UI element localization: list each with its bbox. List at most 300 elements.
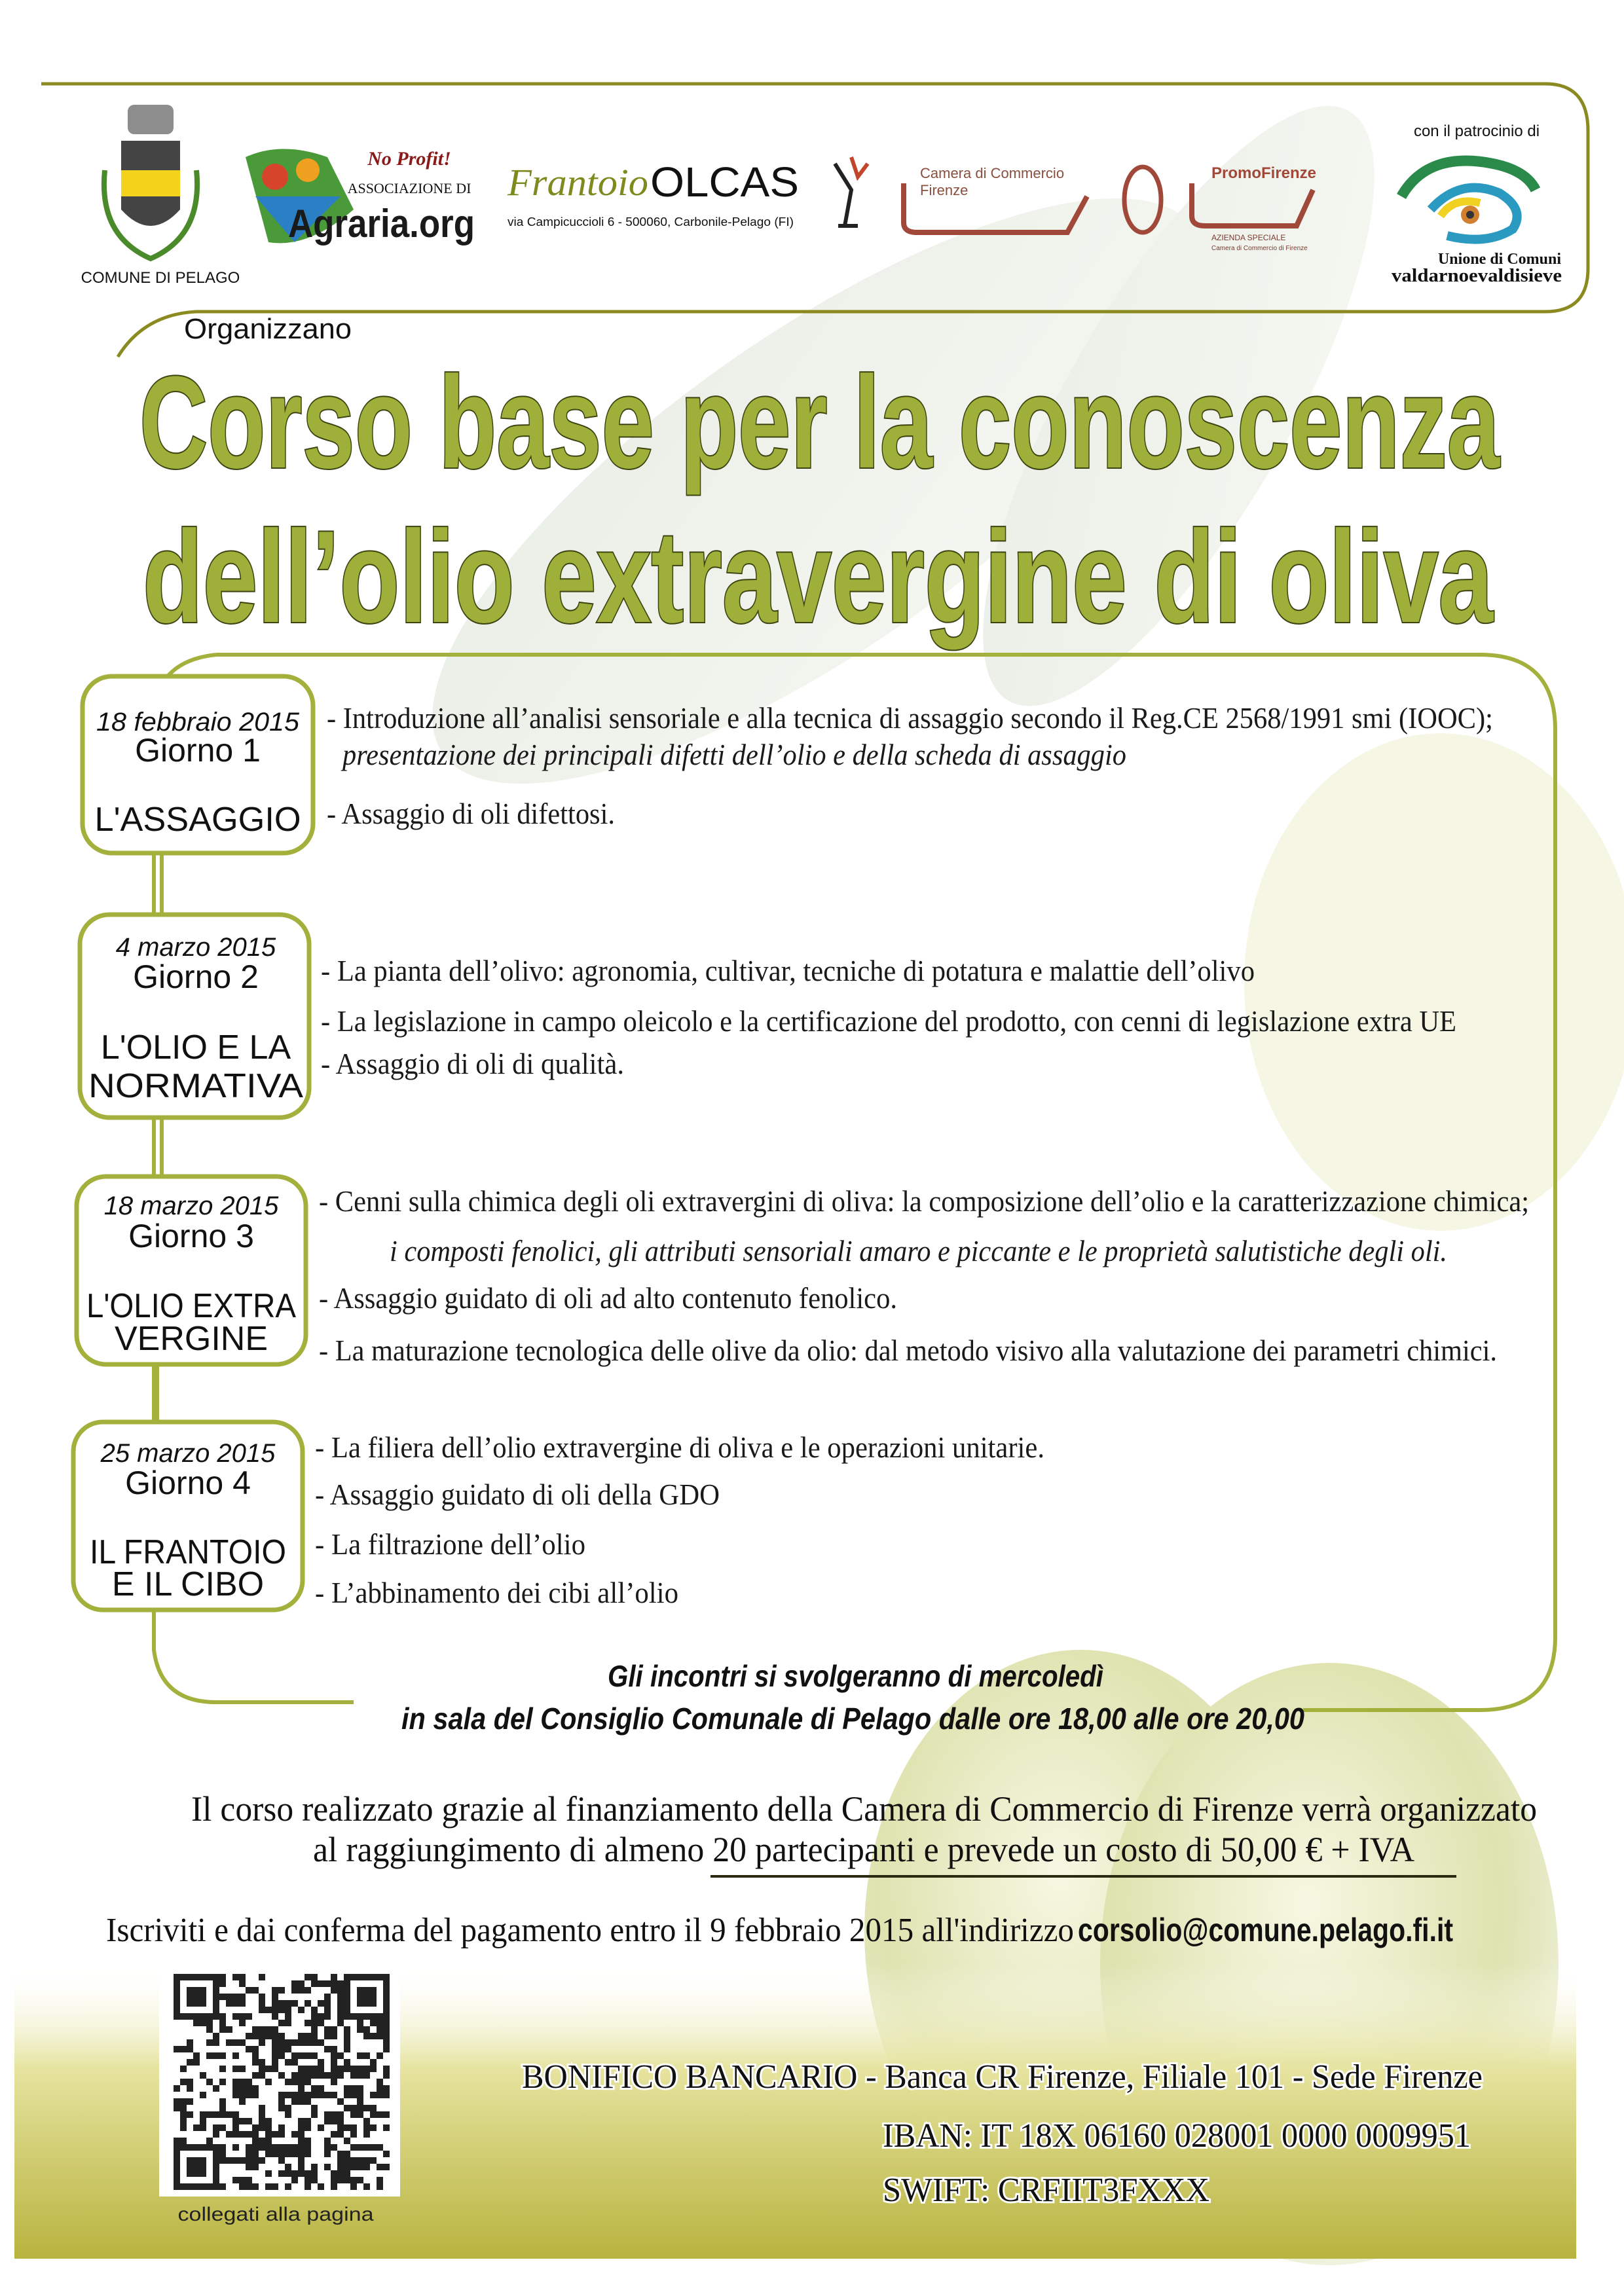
qr-module [291, 2039, 298, 2046]
qr-module [318, 1980, 324, 1987]
qr-module [304, 1987, 311, 1994]
qr-module [311, 2170, 318, 2177]
qr-module [363, 2000, 370, 2007]
qr-module [370, 2013, 377, 2020]
qr-module [278, 2033, 285, 2039]
qr-module [357, 2066, 363, 2072]
qr-module [252, 2092, 259, 2098]
qr-module [226, 2111, 232, 2118]
qr-module [174, 2098, 180, 2105]
qr-module [265, 2151, 272, 2157]
qr-module [272, 2183, 278, 2190]
qr-module [304, 2177, 311, 2183]
qr-module [239, 2092, 246, 2098]
qr-module [311, 1980, 318, 1987]
qr-module [200, 2183, 206, 2190]
qr-module [350, 1974, 357, 1980]
qr-module [278, 2131, 285, 2138]
qr-module [278, 2124, 285, 2131]
qr-module [363, 2157, 370, 2164]
qr-module [239, 2000, 246, 2007]
qr-module [252, 2138, 259, 2144]
qr-module [174, 2183, 180, 2190]
qr-module [278, 2092, 285, 2098]
qr-module [232, 2085, 239, 2092]
qr-module [265, 2183, 272, 2190]
qr-module [232, 1994, 239, 2000]
qr-module [357, 2164, 363, 2170]
qr-module [357, 2052, 363, 2059]
qr-module [377, 2020, 383, 2026]
funding-line1: Il corso realizzato grazie al finanziamento della Camera di Commercio di Firenze verrà organizzato [191, 1789, 1537, 1829]
qr-module [291, 2000, 298, 2007]
qr-module [357, 2085, 363, 2092]
qr-module [272, 2046, 278, 2052]
olcas-name: OLCAS [650, 158, 799, 206]
qr-module [357, 2013, 363, 2020]
qr-module [206, 2183, 213, 2190]
qr-module [174, 2151, 180, 2157]
qr-module [187, 2144, 193, 2151]
qr-module [357, 1994, 363, 2000]
qr-module [344, 2007, 350, 2013]
qr-module [324, 2138, 331, 2144]
qr-module [193, 1974, 200, 1980]
qr-module [200, 1987, 206, 1994]
qr-module [370, 2092, 377, 2098]
qr-module [174, 2105, 180, 2111]
qr-module [226, 2131, 232, 2138]
qr-module [370, 2111, 377, 2118]
qr-module [304, 2098, 311, 2105]
qr-module [239, 1980, 246, 1987]
qr-module [344, 2105, 350, 2111]
qr-module [337, 2157, 344, 2164]
qr-module [206, 2144, 213, 2151]
qr-module [252, 2059, 259, 2066]
qr-module [298, 2033, 304, 2039]
qr-module [383, 2039, 390, 2046]
qr-module [304, 2118, 311, 2124]
qr-module [298, 2131, 304, 2138]
qr-module [193, 2124, 200, 2131]
qr-module [357, 2144, 363, 2151]
qr-module [318, 2059, 324, 2066]
qr-module [318, 2124, 324, 2131]
qr-module [265, 2033, 272, 2039]
qr-module [377, 2183, 383, 2190]
qr-module [278, 2052, 285, 2059]
qr-module [200, 2124, 206, 2131]
qr-module [219, 2026, 226, 2033]
qr-module [187, 2170, 193, 2177]
qr-module [187, 2164, 193, 2170]
qr-caption: collegati alla pagina [177, 2204, 374, 2225]
day-topic: VERGINE [114, 1320, 268, 1358]
qr-module [383, 2085, 390, 2092]
qr-module [318, 2072, 324, 2079]
qr-module [213, 2033, 219, 2039]
qr-module [252, 2183, 259, 2190]
qr-module [337, 2131, 344, 2138]
qr-module [298, 2138, 304, 2144]
qr-module [311, 2020, 318, 2026]
list-item: i composti fenolici, gli attributi sensoriali amaro e piccante e le proprietà salutistiche degli oli. [390, 1234, 1447, 1267]
qr-module [246, 2118, 252, 2124]
list-item: - Introduzione all’analisi sensoriale e alla tecnica di assaggio secondo il Reg.CE 2568/1991 smi (IOOC); [327, 701, 1493, 735]
qr-module [377, 2079, 383, 2085]
qr-module [324, 2118, 331, 2124]
qr-module [324, 2144, 331, 2151]
qr-module [337, 2151, 344, 2157]
qr-module [370, 2033, 377, 2039]
qr-module [298, 2157, 304, 2164]
qr-module [304, 2170, 311, 2177]
qr-module [278, 2007, 285, 2013]
qr-module [219, 2151, 226, 2157]
qr-module [265, 2131, 272, 2138]
qr-module [298, 1980, 304, 1987]
qr-module [239, 2013, 246, 2020]
promofirenze-sub2: Camera di Commercio di Firenze [1211, 245, 1308, 252]
day-date: 18 febbraio 2015 [96, 708, 300, 737]
qr-module [246, 2046, 252, 2052]
list-item: presentazione dei principali difetti dell’olio e della scheda di assaggio [341, 738, 1126, 771]
day-date: 25 marzo 2015 [100, 1439, 276, 1468]
qr-module [193, 2164, 200, 2170]
qr-module [259, 2072, 265, 2079]
qr-module [350, 2131, 357, 2138]
qr-module [363, 1987, 370, 1994]
qr-module [298, 2092, 304, 2098]
qr-module [318, 2183, 324, 2190]
qr-module [291, 2170, 298, 2177]
qr-module [337, 2111, 344, 2118]
qr-module [246, 2151, 252, 2157]
qr-module [180, 2079, 187, 2085]
day-3 [77, 1176, 306, 1364]
qr-module [363, 2052, 370, 2059]
qr-module [246, 2013, 252, 2020]
signup-text: Iscriviti e dai conferma del pagamento entro il 9 febbraio 2015 all'indirizzo [106, 1912, 1074, 1949]
qr-module [200, 2020, 206, 2026]
qr-module [383, 2033, 390, 2039]
qr-module [383, 2124, 390, 2131]
qr-module [180, 2118, 187, 2124]
qr-module [311, 2007, 318, 2013]
qr-module [180, 2138, 187, 2144]
qr-module [377, 2033, 383, 2039]
qr-module [239, 2183, 246, 2190]
qr-module [246, 2033, 252, 2039]
qr-module [200, 2118, 206, 2124]
qr-module [337, 2052, 344, 2059]
qr-module [226, 2026, 232, 2033]
qr-module [278, 2098, 285, 2105]
qr-module [239, 2118, 246, 2124]
qr-module [232, 2177, 239, 2183]
qr-module [265, 2124, 272, 2131]
qr-module [265, 2144, 272, 2151]
qr-module [331, 2079, 337, 2085]
qr-module [331, 1974, 337, 1980]
qr-module [331, 2111, 337, 2118]
list-item: - La filtrazione dell’olio [315, 1527, 585, 1561]
qr-module [357, 2177, 363, 2183]
qr-module [193, 2020, 200, 2026]
qr-module [344, 2013, 350, 2020]
qr-module [377, 2164, 383, 2170]
qr-module [370, 2144, 377, 2151]
qr-module [180, 1974, 187, 1980]
agraria-logo [246, 148, 475, 246]
qr-module [324, 1994, 331, 2000]
qr-module [311, 2092, 318, 2098]
qr-module [272, 1987, 278, 1994]
qr-module [331, 2059, 337, 2066]
qr-module [357, 2020, 363, 2026]
qr-module [187, 2098, 193, 2105]
qr-module [304, 2039, 311, 2046]
qr-module [239, 1994, 246, 2000]
title-line2: dell’olio extravergine di oliva [143, 504, 1494, 650]
email-link[interactable]: corsolio@comune.pelago.fi.it [1078, 1912, 1454, 1948]
qr-module [206, 2079, 213, 2085]
qr-module [357, 2098, 363, 2105]
qr-module [331, 2177, 337, 2183]
qr-module [219, 2079, 226, 2085]
bonifico-text: BONIFICO BANCARIO - Banca CR Firenze, Filiale 101 - Sede Firenze [522, 2058, 1483, 2096]
qr-module [350, 2157, 357, 2164]
qr-module [285, 2020, 291, 2026]
qr-module [377, 2052, 383, 2059]
qr-module [285, 2046, 291, 2052]
qr-module [304, 1974, 311, 1980]
qr-module [291, 1980, 298, 1987]
qr-module [278, 2039, 285, 2046]
qr-module [383, 2111, 390, 2118]
qr-module [200, 2013, 206, 2020]
qr-module [337, 2124, 344, 2131]
qr-module [324, 2092, 331, 2098]
qr-module [370, 2105, 377, 2111]
qr-module [383, 2092, 390, 2098]
qr-module [246, 1987, 252, 1994]
qr-module [324, 2072, 331, 2079]
list-item: - La maturazione tecnologica delle olive da olio: dal metodo visivo alla valutazione dei parametri chimici. [319, 1334, 1497, 1367]
qr-module [219, 2052, 226, 2059]
qr-module [174, 1987, 180, 1994]
qr-module [357, 2105, 363, 2111]
organizzano-label: Organizzano [184, 313, 352, 345]
qr-module [239, 2085, 246, 2092]
qr-module [226, 2039, 232, 2046]
qr-module [213, 2085, 219, 2092]
qr-module [363, 1994, 370, 2000]
qr-module [363, 2164, 370, 2170]
qr-module [311, 2066, 318, 2072]
qr-module [357, 2092, 363, 2098]
title-line1: Corso base per la conoscenza [139, 350, 1501, 496]
qr-module [278, 2000, 285, 2007]
qr-module [337, 1987, 344, 1994]
qr-module [239, 1974, 246, 1980]
patrocinio-label: con il patrocinio di [1413, 122, 1540, 140]
no-profit-text: No Profit! [367, 148, 451, 170]
qr-module [298, 2124, 304, 2131]
qr-module [259, 2111, 265, 2118]
qr-module [252, 2151, 259, 2157]
qr-module [304, 2124, 311, 2131]
day-4 [73, 1422, 303, 1610]
qr-module [226, 2157, 232, 2164]
iban-text: IBAN: IT 18X 06160 028001 0000 0009951 [883, 2117, 1471, 2155]
qr-module [311, 2033, 318, 2039]
qr-module [259, 2118, 265, 2124]
qr-module [200, 1994, 206, 2000]
qr-module [383, 2046, 390, 2052]
qr-module [187, 2157, 193, 2164]
qr-module [383, 2007, 390, 2013]
qr-module [344, 2033, 350, 2039]
qr-module [200, 2144, 206, 2151]
qr-module [357, 2026, 363, 2033]
qr-module [213, 1974, 219, 1980]
qr-module [180, 2111, 187, 2118]
qr-module [213, 2039, 219, 2046]
qr-module [370, 1974, 377, 1980]
qr-module [304, 2066, 311, 2072]
qr-module [291, 2144, 298, 2151]
qr-module [324, 2151, 331, 2157]
qr-module [363, 2013, 370, 2020]
qr-module [174, 2157, 180, 2164]
qr-module [278, 2157, 285, 2164]
qr-module [232, 2144, 239, 2151]
qr-module [331, 2033, 337, 2039]
schedule-line1: Gli incontri si svolgeranno di mercoledì [608, 1659, 1104, 1693]
swift-text: SWIFT: CRFIIT3FXXX [883, 2172, 1209, 2209]
qr-module [187, 2079, 193, 2085]
qr-module [318, 2092, 324, 2098]
qr-module [344, 1987, 350, 1994]
qr-module [311, 2111, 318, 2118]
qr-module [285, 2000, 291, 2007]
qr-module [377, 2144, 383, 2151]
qr-module [304, 2000, 311, 2007]
qr-module [252, 2164, 259, 2170]
qr-module [285, 2151, 291, 2157]
qr-module [272, 2033, 278, 2039]
qr-module [298, 2144, 304, 2151]
qr-module [331, 2066, 337, 2072]
qr-module [259, 2144, 265, 2151]
qr-module [187, 1974, 193, 1980]
qr-module [318, 2085, 324, 2092]
qr-module [193, 2059, 200, 2066]
frantoio-script: Frantoio [506, 161, 648, 204]
qr-module [246, 2085, 252, 2092]
qr-module [265, 2007, 272, 2013]
qr-module [311, 2013, 318, 2020]
comune-di-pelago-logo [81, 105, 240, 287]
qr-module [377, 2111, 383, 2118]
qr-module [344, 2170, 350, 2177]
agraria-name: Agraria.org [288, 202, 475, 246]
qr-module [200, 2157, 206, 2164]
qr-module [213, 2013, 219, 2020]
qr-module [285, 2039, 291, 2046]
qr-module [291, 2072, 298, 2079]
qr-module [383, 2072, 390, 2079]
qr-module [200, 2111, 206, 2118]
qr-module [213, 2164, 219, 2170]
qr-module [383, 2013, 390, 2020]
qr-module [187, 2000, 193, 2007]
qr-module [318, 2013, 324, 2020]
list-item: - Assaggio di oli di qualità. [321, 1047, 624, 1080]
qr-module [259, 2066, 265, 2072]
qr-module [304, 2138, 311, 2144]
qr-module [252, 2046, 259, 2052]
qr-module [219, 2098, 226, 2105]
qr-module [193, 2157, 200, 2164]
qr-module [363, 2105, 370, 2111]
qr-module [232, 2039, 239, 2046]
qr-module [318, 2039, 324, 2046]
qr-module [259, 2157, 265, 2164]
qr-module [304, 2151, 311, 2157]
qr-module [363, 2124, 370, 2131]
qr-module [344, 1974, 350, 1980]
qr-module [259, 2000, 265, 2007]
qr-module [259, 2033, 265, 2039]
qr-module [232, 2131, 239, 2138]
qr-module [232, 2000, 239, 2007]
qr-module [219, 2124, 226, 2131]
day-number: Giorno 4 [125, 1465, 251, 1501]
qr-module [232, 2118, 239, 2124]
qr-module [200, 2092, 206, 2098]
qr-module [252, 2157, 259, 2164]
qr-module [344, 1994, 350, 2000]
qr-module [331, 1980, 337, 1987]
qr-module [213, 2144, 219, 2151]
qr-module [291, 2151, 298, 2157]
qr-module [344, 2124, 350, 2131]
unione-line2: valdarnoevaldisieve [1392, 266, 1562, 286]
qr-module [350, 2066, 357, 2072]
qr-module [357, 1974, 363, 1980]
qr-module [291, 2131, 298, 2138]
qr-module [259, 2026, 265, 2033]
qr-module [259, 2105, 265, 2111]
qr-module [291, 2059, 298, 2066]
qr-module [344, 2177, 350, 2183]
qr-module [298, 2079, 304, 2085]
qr-module [187, 2183, 193, 2190]
qr-module [219, 2111, 226, 2118]
list-item: - Assaggio guidato di oli della GDO [315, 1478, 720, 1511]
qr-module [337, 2177, 344, 2183]
qr-module [318, 2020, 324, 2026]
qr-module [331, 2052, 337, 2059]
qr-module [318, 2000, 324, 2007]
qr-module [272, 2000, 278, 2007]
qr-module [298, 2072, 304, 2079]
qr-module [304, 2183, 311, 2190]
qr-module [370, 1987, 377, 1994]
